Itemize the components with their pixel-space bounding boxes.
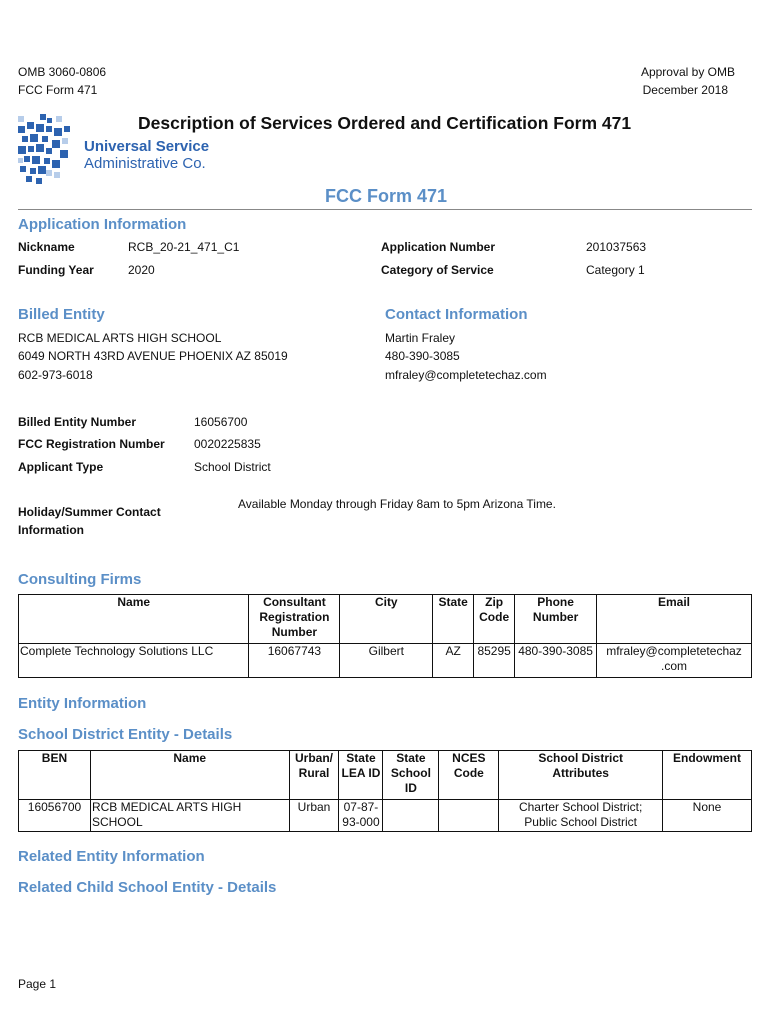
billed-entity-name: RCB MEDICAL ARTS HIGH SCHOOL: [18, 331, 222, 345]
table-row: [19, 800, 752, 832]
holiday-contact-label: Holiday/Summer Contact: [18, 505, 161, 519]
col-city: City: [340, 595, 433, 644]
col-school-district-attributes: School District Attributes: [499, 751, 663, 800]
consultant-email-cell: mfraley@completetechaz .com: [597, 644, 752, 678]
col-phone: Phone Number: [515, 595, 597, 644]
contact-name: Martin Fraley: [385, 331, 456, 345]
consultant-name-cell: Complete Technology Solutions LLC: [19, 644, 249, 678]
applicant-type-value: School District: [194, 460, 271, 474]
entity-info-heading: Entity Information: [18, 695, 147, 712]
col-nces-code: NCES Code: [439, 751, 499, 800]
omb-approval: Approval by OMB: [640, 65, 735, 79]
application-number-value: 201037563: [586, 240, 647, 254]
billed-entity-phone: 602-973-6018: [18, 368, 93, 382]
entity-header-row: [19, 751, 752, 800]
col-zip: Zip Code: [474, 595, 515, 644]
document-title: Description of Services Ordered and Certification Form 471: [138, 113, 632, 133]
school-district-heading: School District Entity - Details: [18, 726, 233, 743]
billed-entity-address: 6049 NORTH 43RD AVENUE PHOENIX AZ 85019: [18, 349, 288, 363]
page-number: Page 1: [18, 977, 57, 991]
fcc-registration-value: 0020225835: [194, 437, 261, 451]
col-name: Name: [19, 595, 249, 644]
ben-value: 16056700: [194, 415, 248, 429]
consulting-firms-table: [18, 594, 752, 678]
nickname-value: RCB_20-21_471_C1: [128, 240, 240, 254]
entity-ben-cell: 16056700: [19, 800, 91, 832]
holiday-contact-value: Available Monday through Friday 8am to 5pm Arizona Time.: [238, 497, 556, 511]
consulting-firms-heading: Consulting Firms: [18, 571, 142, 588]
omb-number: OMB 3060-0806: [18, 65, 107, 79]
holiday-contact-label-2: Information: [18, 523, 84, 537]
entity-nces-cell: [439, 800, 499, 832]
logo-line-1: Universal Service: [84, 138, 210, 155]
form-title: FCC Form 471: [325, 186, 448, 206]
related-entity-heading: Related Entity Information: [18, 848, 205, 865]
col-state: State: [433, 595, 474, 644]
entity-name-cell: RCB MEDICAL ARTS HIGH SCHOOL: [90, 800, 289, 832]
fcc-registration-label: FCC Registration Number: [18, 437, 165, 451]
omb-approval-date: December 2018: [642, 83, 728, 97]
col-entity-name: Name: [90, 751, 289, 800]
entity-lea-cell: 07-87- 93-000: [339, 800, 383, 832]
consultant-state-cell: AZ: [433, 644, 474, 678]
category-label: Category of Service: [381, 263, 494, 277]
col-state-lea-id: State LEA ID: [339, 751, 383, 800]
col-ben: BEN: [19, 751, 91, 800]
col-endowment: Endowment: [663, 751, 752, 800]
title-divider: [18, 209, 752, 210]
contact-info-heading: Contact Information: [385, 306, 528, 323]
col-state-school-id: State School ID: [383, 751, 439, 800]
nickname-label: Nickname: [18, 240, 75, 254]
consultant-city-cell: Gilbert: [340, 644, 433, 678]
form-number: FCC Form 471: [18, 83, 98, 97]
col-urban-rural: Urban/ Rural: [289, 751, 339, 800]
contact-phone: 480-390-3085: [385, 349, 460, 363]
school-district-table: [18, 750, 752, 832]
consultant-crn-cell: 16067743: [249, 644, 340, 678]
billed-entity-heading: Billed Entity: [18, 306, 105, 323]
entity-urban-cell: Urban: [289, 800, 339, 832]
applicant-type-label: Applicant Type: [18, 460, 104, 474]
application-number-label: Application Number: [381, 240, 496, 254]
entity-endowment-cell: None: [663, 800, 752, 832]
entity-school-id-cell: [383, 800, 439, 832]
consultant-phone-cell: 480-390-3085: [515, 644, 597, 678]
ben-label: Billed Entity Number: [18, 415, 137, 429]
consulting-header-row: [19, 595, 752, 644]
funding-year-value: 2020: [128, 263, 155, 277]
related-child-heading: Related Child School Entity - Details: [18, 879, 277, 896]
contact-email: mfraley@completetechaz.com: [385, 368, 547, 382]
category-value: Category 1: [586, 263, 645, 277]
entity-attributes-cell: Charter School District; Public School District: [499, 800, 663, 832]
usac-logo-icon: [16, 112, 72, 186]
col-consultant-registration-number: Consultant Registration Number: [249, 595, 340, 644]
table-row: [19, 644, 752, 678]
funding-year-label: Funding Year: [18, 263, 94, 277]
logo-line-2: Administrative Co.: [84, 155, 206, 172]
col-email: Email: [597, 595, 752, 644]
consultant-zip-cell: 85295: [474, 644, 515, 678]
application-info-heading: Application Information: [18, 216, 187, 233]
